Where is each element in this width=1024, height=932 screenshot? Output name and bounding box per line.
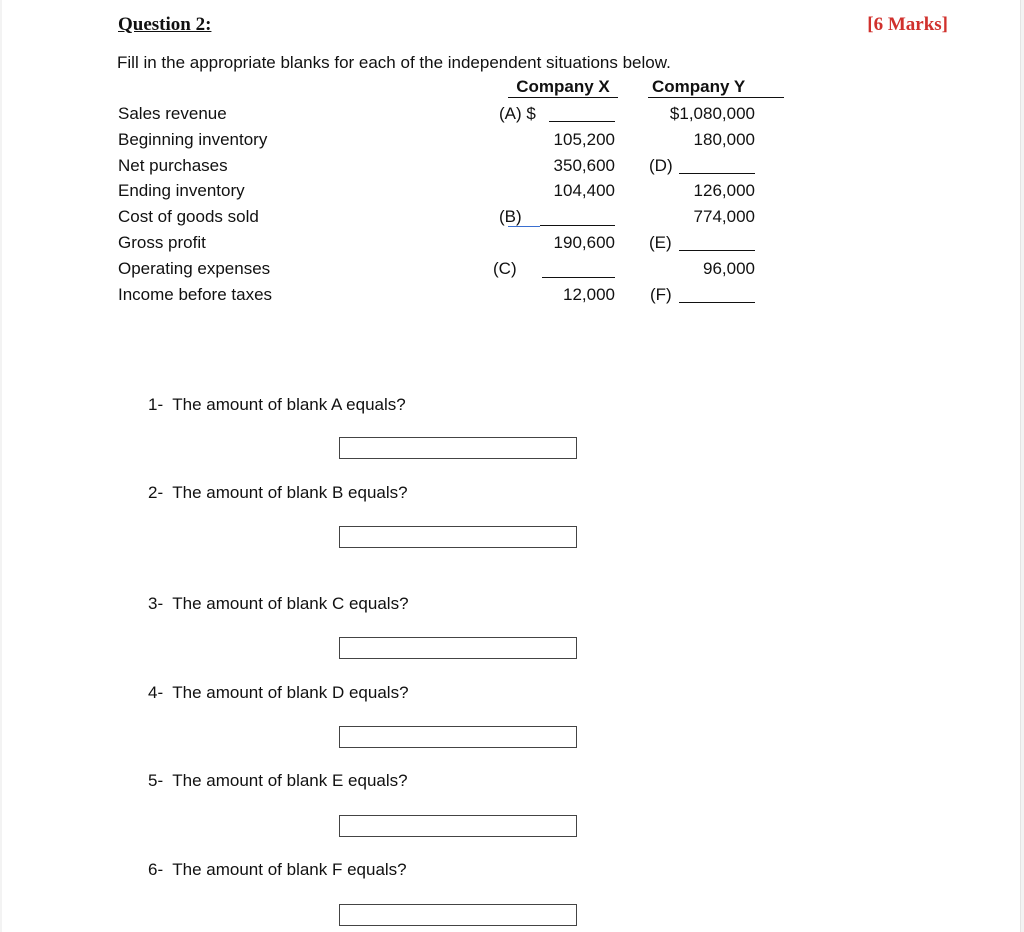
blank-f-line [679, 302, 755, 303]
question-5-number: 5- [148, 771, 164, 790]
question-2 [148, 483, 408, 503]
blank-b-underline [508, 226, 540, 227]
row-label-operating-expenses: Operating expenses [118, 259, 271, 278]
answer-box-f[interactable] [339, 904, 577, 926]
question-2-number: 2- [148, 483, 164, 502]
answer-box-d[interactable] [339, 726, 577, 748]
question-6 [148, 860, 407, 880]
blank-d-tag: (D) [649, 156, 673, 175]
answer-box-c[interactable] [339, 637, 577, 659]
row-label-ending-inventory: Ending inventory [118, 181, 245, 200]
company-y-sales-revenue: $1,080,000 [669, 104, 755, 123]
company-x-gross-profit: 190,600 [553, 233, 615, 252]
row-label-gross-profit: Gross profit [118, 233, 206, 252]
question-5-text: The amount of blank E equals? [172, 771, 408, 790]
question-5 [148, 771, 408, 791]
question-4 [148, 683, 409, 703]
question-1-text: The amount of blank A equals? [172, 395, 406, 414]
blank-b-line [540, 225, 615, 226]
row-label-income-before-taxes: Income before taxes [118, 285, 273, 304]
blank-f-tag: (F) [650, 285, 672, 304]
company-x-income-before-taxes: 12,000 [563, 285, 615, 304]
blank-a-line [549, 121, 615, 122]
blank-c-tag: (C) [493, 259, 517, 278]
company-y-ending-inventory: 126,000 [693, 181, 755, 200]
company-y-beginning-inventory: 180,000 [693, 130, 755, 149]
blank-e-line [679, 250, 755, 251]
answer-box-a[interactable] [339, 437, 577, 459]
question-1 [148, 395, 406, 415]
question-3-text: The amount of blank C equals? [172, 594, 409, 613]
question-1-number: 1- [148, 395, 164, 414]
blank-e-tag: (E) [649, 233, 672, 252]
question-3 [148, 594, 409, 614]
question-2-text: The amount of blank B equals? [172, 483, 408, 502]
company-x-header: Company X [508, 77, 618, 98]
instruction-text: Fill in the appropriate blanks for each of the independent situations below. [117, 53, 671, 72]
question-title: Question 2: [118, 14, 212, 35]
question-6-text: The amount of blank F equals? [172, 860, 407, 879]
row-label-sales-revenue: Sales revenue [118, 104, 227, 123]
document-page [2, 0, 1021, 932]
question-4-text: The amount of blank D equals? [172, 683, 409, 702]
company-y-header: Company Y [648, 77, 784, 98]
row-label-net-purchases: Net purchases [118, 156, 228, 175]
row-label-cost-of-goods-sold: Cost of goods sold [118, 207, 259, 226]
row-label-beginning-inventory: Beginning inventory [118, 130, 268, 149]
question-6-number: 6- [148, 860, 164, 879]
blank-d-line [679, 173, 755, 174]
company-x-beginning-inventory: 105,200 [553, 130, 615, 149]
company-y-operating-expenses: 96,000 [703, 259, 755, 278]
blank-c-line [542, 277, 615, 278]
marks-label: [6 Marks] [867, 14, 948, 35]
company-x-net-purchases: 350,600 [553, 156, 615, 175]
question-3-number: 3- [148, 594, 164, 613]
answer-box-e[interactable] [339, 815, 577, 837]
answer-box-b[interactable] [339, 526, 577, 548]
company-x-ending-inventory: 104,400 [553, 181, 615, 200]
blank-a-tag: (A) $ [499, 104, 536, 123]
company-y-cost-of-goods-sold: 774,000 [693, 207, 755, 226]
blank-b-tag: (B) [499, 207, 522, 226]
question-4-number: 4- [148, 683, 164, 702]
